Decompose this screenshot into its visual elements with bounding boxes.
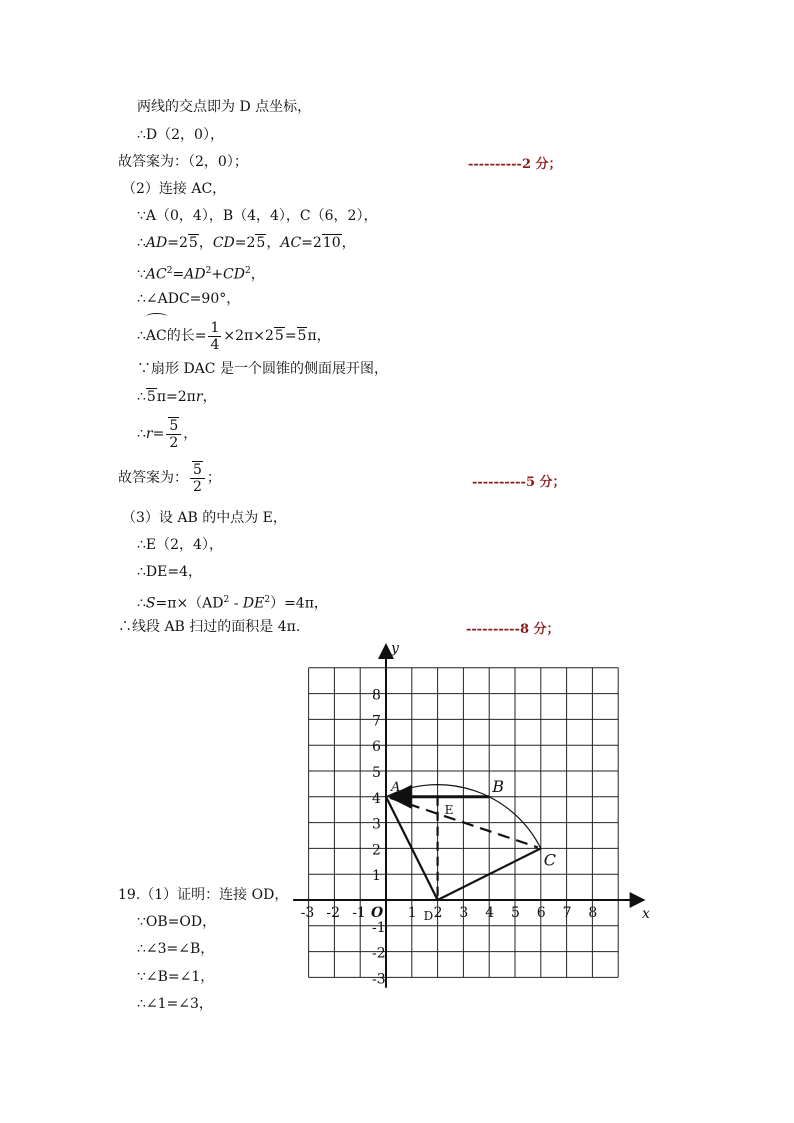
answer-prefix: 故答案为： (118, 470, 188, 486)
y-tick-label: 1 (372, 868, 381, 885)
label-B: B (492, 776, 504, 796)
text-line-5: ∵A（0，4），B（4，4），C（6，2）， (137, 208, 378, 224)
x-tick-label: 5 (511, 905, 520, 921)
x-tick-label: -1 (352, 905, 366, 921)
x-tick-label: -3 (300, 905, 315, 921)
text-line-17: $\therefore S=\pi\times(AD^2 - DE^2)=4\pi$， (137, 595, 328, 612)
text-line-2: ∴D（2，0）， (137, 127, 224, 143)
x-axis-label: x (642, 906, 650, 922)
label-E: E (444, 802, 454, 817)
text-line-6: ∴AD=25，CD=25，AC=210， (137, 235, 356, 251)
text-line-12: ∴r= $\frac{5}{2}$ ， (137, 417, 198, 451)
origin-label: O (371, 905, 384, 921)
x-tick-label: 7 (562, 905, 572, 921)
text-line-1: 两线的交点即为 D 点坐标， (137, 99, 312, 115)
text-line-3: 故答案为：（2，0）； (118, 154, 248, 170)
text-line-11: ∴5π=2πr， (137, 389, 217, 405)
y-tick-label: 8 (372, 687, 381, 704)
x-tick-label: 4 (485, 905, 495, 921)
label-A: A (391, 779, 401, 795)
score-mark-2: ----------2 分； (468, 157, 562, 172)
x-tick-label: 2 (433, 905, 443, 921)
label-D: D (423, 909, 434, 923)
x-tick-label: 1 (407, 905, 417, 921)
y-tick-label: -3 (372, 971, 386, 988)
text-line-13: 故答案为： $\frac{5}{2}$ ； (118, 461, 221, 495)
text-line-14: （3）设 AB 的中点为 E， (122, 510, 287, 526)
text-line-22: ∵∠B=∠1， (137, 969, 215, 985)
x-tick-label: -2 (326, 905, 341, 921)
y-tick-label: -2 (372, 945, 386, 962)
y-tick-label: 7 (372, 713, 381, 730)
coordinate-figure (290, 640, 660, 990)
label-C: C (543, 850, 557, 870)
x-tick-label: 8 (588, 905, 598, 921)
text-line-7: $\because AC^2=AD^2+CD^2$， (137, 266, 265, 283)
text-line-10: ∵扇形 DAC 是一个圆锥的侧面展开图， (137, 361, 388, 377)
score-mark-8: ----------8 分； (466, 622, 560, 637)
tick-labels (301, 641, 650, 988)
y-tick-label: 2 (372, 842, 381, 859)
text-line-20: ∵OB=OD， (137, 914, 217, 930)
x-tick-label: 6 (536, 905, 546, 921)
text-line-9: ∴AC的长= $\frac{1}{4}$ ×2π×25=5π， (137, 316, 331, 356)
y-axis-label: y (391, 640, 399, 657)
x-tick-label: 3 (459, 905, 469, 921)
text-line-18: ∴线段 AB 扫过的面积是 4π. (118, 619, 301, 635)
text-line-4: （2）连接 AC， (122, 181, 227, 197)
text-line-23: ∴∠1=∠3， (137, 996, 213, 1012)
y-tick-label: 3 (372, 816, 381, 833)
y-tick-label: 4 (372, 790, 381, 807)
text-line-16: ∴DE=4， (137, 564, 202, 580)
text-line-21: ∴∠3=∠B， (137, 941, 215, 957)
text-line-15: ∴E（2，4）， (137, 537, 223, 553)
y-tick-label: 5 (372, 765, 381, 781)
axes (293, 645, 644, 988)
score-mark-5: ----------5 分； (472, 475, 566, 490)
y-tick-label: 6 (372, 739, 381, 756)
text-line-19: 19.（1）证明：连接 OD， (118, 887, 289, 903)
point-labels (390, 777, 556, 923)
text-line-8: ∴∠ADC=90°， (137, 291, 241, 307)
y-tick-label: -1 (372, 919, 386, 936)
